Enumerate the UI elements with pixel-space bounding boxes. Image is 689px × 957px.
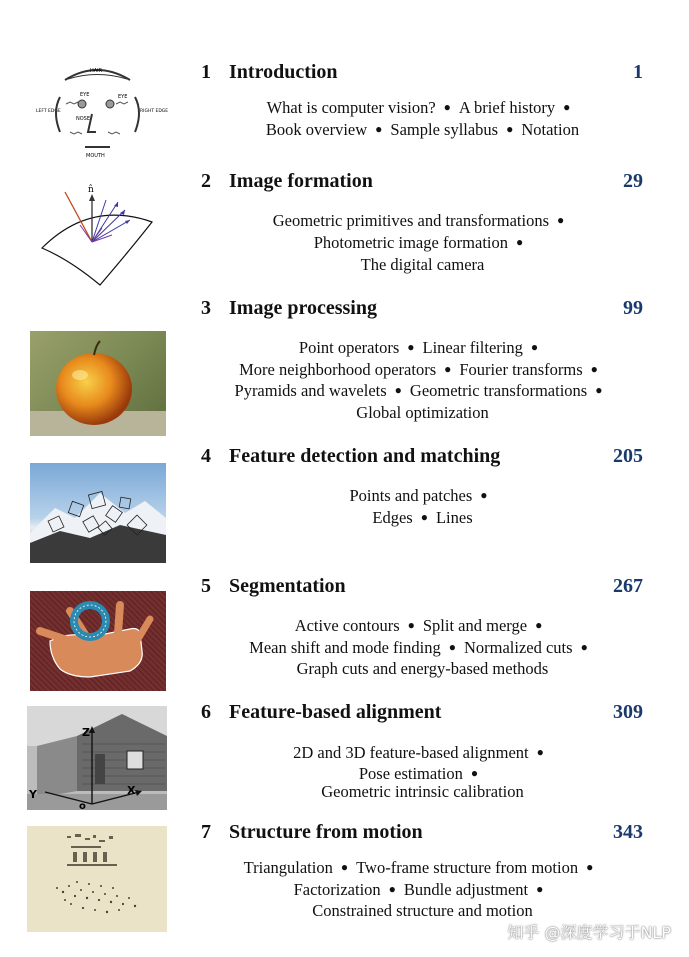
topic[interactable]: Bundle adjustment [403, 880, 529, 899]
topic-line [200, 507, 645, 529]
bullet: ● [407, 340, 415, 354]
bullet: ● [535, 618, 543, 632]
topic-line [200, 615, 645, 637]
chapter-page-number[interactable]: 29 [623, 170, 643, 192]
topic-line [200, 254, 645, 276]
bullet: ● [388, 882, 396, 896]
bullet: ● [448, 640, 456, 654]
bullet: ● [443, 100, 451, 114]
mountain-features-image [30, 463, 166, 563]
svg-text:Z: Z [82, 726, 90, 739]
topic[interactable]: Mean shift and mode finding [249, 638, 441, 657]
chapter-title[interactable]: Feature detection and matching [229, 445, 501, 467]
chapter-page-number[interactable]: 1 [633, 61, 643, 83]
topic[interactable]: Sample syllabus [390, 120, 499, 139]
bullet: ● [470, 766, 479, 780]
topic-line [200, 857, 645, 879]
bullet: ● [563, 100, 571, 114]
topic[interactable]: Pyramids and wavelets [234, 381, 387, 400]
chapter-number: 1 [201, 61, 211, 83]
topic[interactable]: Factorization [293, 880, 381, 899]
chapter-page-number[interactable]: 99 [623, 297, 643, 319]
svg-text:n̂: n̂ [88, 185, 94, 195]
chapter-page-number[interactable]: 205 [613, 445, 643, 467]
topic[interactable]: Points and patches [349, 486, 473, 505]
topic[interactable]: Normalized cuts [463, 638, 573, 657]
chapter-number: 3 [201, 297, 211, 319]
bullet: ● [580, 640, 588, 654]
bullet: ● [590, 362, 598, 376]
svg-text:X: X [127, 784, 136, 797]
chapter-title[interactable]: Image processing [229, 297, 377, 319]
chapter-title[interactable]: Introduction [229, 61, 338, 83]
topic-line [200, 210, 645, 232]
topic-line [200, 900, 645, 922]
bullet: ● [407, 618, 415, 632]
topic[interactable]: Edges [372, 508, 413, 527]
watermark: 知乎 @深度学习于NLP [507, 923, 671, 942]
topic[interactable]: Geometric intrinsic calibration [321, 782, 524, 801]
topic[interactable]: Lines [435, 508, 473, 527]
chapter-number: 7 [201, 821, 211, 843]
chapter-page-number[interactable]: 309 [613, 701, 643, 723]
chapter-title[interactable]: Feature-based alignment [229, 701, 442, 723]
svg-text:RIGHT EDGE: RIGHT EDGE [140, 109, 169, 114]
topic-line [200, 232, 645, 254]
bullet: ● [340, 860, 349, 874]
topic[interactable]: Active contours [294, 616, 400, 635]
topic[interactable]: 2D and 3D feature-based alignment [293, 743, 529, 762]
topic[interactable]: Split and merge [422, 616, 528, 635]
topic[interactable]: Triangulation [243, 858, 333, 877]
chapter-title[interactable]: Segmentation [229, 575, 346, 597]
topic[interactable]: The digital camera [360, 255, 485, 274]
topic-line [200, 879, 645, 901]
bullet: ● [536, 882, 544, 896]
topic[interactable]: Photometric image formation [313, 233, 509, 252]
apple-image [30, 331, 166, 436]
topic[interactable]: Global optimization [356, 403, 489, 422]
bullet: ● [530, 340, 539, 354]
topic-line [200, 337, 645, 359]
surface-normal-figure [30, 180, 165, 290]
topic[interactable]: Constrained structure and motion [312, 901, 533, 920]
topic[interactable]: A brief history [458, 98, 556, 117]
topic[interactable]: More neighborhood operators [239, 360, 437, 379]
chapter-page-number[interactable]: 343 [613, 821, 643, 843]
topic[interactable]: Linear filtering [422, 338, 523, 357]
topic[interactable]: Fourier transforms [459, 360, 583, 379]
bullet: ● [375, 122, 383, 136]
svg-text:HAIR: HAIR [90, 68, 103, 74]
hand-segmentation-image [30, 591, 166, 691]
topic-line [200, 742, 645, 764]
bullet: ● [444, 362, 452, 376]
svg-text:LEFT EDGE: LEFT EDGE [36, 109, 61, 114]
chapter-number: 5 [201, 575, 211, 597]
chapter-number: 4 [201, 445, 211, 467]
chapter-page-number[interactable]: 267 [613, 575, 643, 597]
topic[interactable]: Book overview [265, 120, 368, 139]
topic[interactable]: Graph cuts and energy-based methods [296, 659, 549, 678]
topic-line [200, 380, 645, 402]
svg-text:MOUTH: MOUTH [86, 153, 105, 159]
chapter-title[interactable]: Image formation [229, 170, 373, 192]
svg-text:EYE: EYE [118, 94, 128, 100]
bullet: ● [480, 488, 488, 502]
topic[interactable]: Geometric transformations [409, 381, 588, 400]
bullet: ● [595, 383, 603, 397]
topic[interactable]: Pose estimation [358, 764, 463, 783]
svg-text:Y: Y [29, 788, 37, 801]
topic-line [200, 658, 645, 680]
bullet: ● [557, 213, 565, 227]
svg-text:EYE: EYE [80, 92, 90, 98]
topic[interactable]: What is computer vision? [266, 98, 436, 117]
chapter-number: 2 [201, 170, 211, 192]
face-sketch-figure [30, 62, 169, 162]
house-alignment-image [27, 706, 167, 810]
bullet: ● [586, 860, 594, 874]
topic-line [200, 119, 645, 141]
topic[interactable]: Point operators [298, 338, 400, 357]
svg-text:NOSE: NOSE [76, 116, 91, 122]
chapter-number: 6 [201, 701, 211, 723]
bullet: ● [506, 122, 514, 136]
chapter-title[interactable]: Structure from motion [229, 821, 423, 843]
point-cloud-image [27, 826, 167, 932]
bullet: ● [394, 383, 402, 397]
topic[interactable]: Geometric primitives and transformations [272, 211, 550, 230]
topic-line [200, 97, 645, 119]
bullet: ● [516, 235, 524, 249]
bullet: ● [420, 510, 428, 524]
bullet: ● [536, 745, 544, 759]
topic[interactable]: Notation [521, 120, 580, 139]
topic-line [200, 402, 645, 424]
topic[interactable]: Two-frame structure from motion [356, 858, 579, 877]
svg-text:o: o [79, 801, 86, 812]
topic-line [200, 637, 645, 659]
topic-line [200, 485, 645, 507]
topic-line [200, 781, 645, 803]
topic-line [200, 359, 645, 381]
